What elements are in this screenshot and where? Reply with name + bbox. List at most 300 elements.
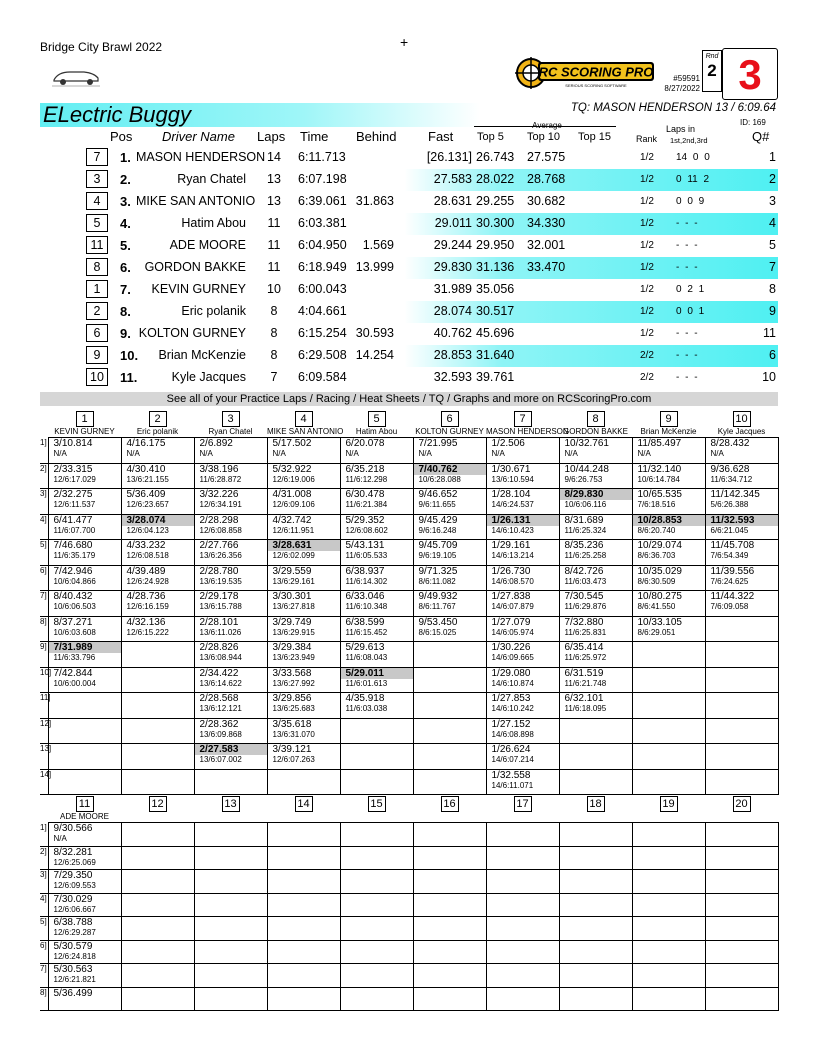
top5-avg: 30.300 xyxy=(476,216,515,230)
lap-running-total: 10/6:03.608 xyxy=(53,627,96,637)
best-lap-time: 8/29.830 xyxy=(560,489,632,500)
lap-cell xyxy=(632,667,705,693)
result-row xyxy=(86,301,778,323)
driver-name xyxy=(559,812,632,822)
car-number: 9 xyxy=(660,411,678,427)
lap-cell xyxy=(413,693,486,719)
lap-time: 4/32.742 xyxy=(272,514,312,526)
lap-cell xyxy=(559,489,632,515)
lap-cell xyxy=(340,489,413,515)
lap-cell xyxy=(194,870,267,894)
lap-number: 13] xyxy=(40,744,48,770)
col-qnum: Q# xyxy=(752,129,770,144)
lap-running-total: 12/6:21.821 xyxy=(53,975,96,984)
lap-time: 11/39.556 xyxy=(710,565,755,577)
class-name: ELectric Buggy xyxy=(43,102,191,127)
lap-running-total: 11/6:10.348 xyxy=(345,602,388,611)
lap-cell xyxy=(632,591,705,617)
race-time: 6:39.061 xyxy=(298,194,347,208)
lap-time: 2/28.298 xyxy=(199,514,239,526)
lap-cell xyxy=(121,693,194,719)
lap-time: 10/65.535 xyxy=(637,489,682,500)
lap-running-total: N/A xyxy=(491,449,505,458)
fast-lap: 40.762 xyxy=(433,326,472,340)
position: 5. xyxy=(120,238,131,253)
car-number: 2 xyxy=(149,411,167,427)
lap-time: 2/34.422 xyxy=(199,667,239,679)
driver-name: Kyle Jacques xyxy=(717,427,766,436)
top5-avg: 29.950 xyxy=(476,238,515,252)
lap-cell xyxy=(705,667,778,693)
lap-time: 2/28.780 xyxy=(199,565,239,577)
lap-cell xyxy=(121,744,194,770)
lap-number: 4] xyxy=(40,893,48,917)
driver-column-header xyxy=(705,409,778,438)
lap-cell xyxy=(559,744,632,770)
lap-row xyxy=(40,438,778,464)
lap-cell xyxy=(267,489,340,515)
lap-running-total: 12/6:29.287 xyxy=(53,928,96,937)
lap-cell xyxy=(413,940,486,964)
lap-cell xyxy=(632,718,705,744)
lap-time: 4/30.410 xyxy=(126,463,166,475)
driver-column-header xyxy=(559,794,632,823)
col-time: Time xyxy=(300,129,329,144)
top10-avg: 32.001 xyxy=(527,238,566,252)
lap-running-total: 13/6:27.992 xyxy=(272,678,315,688)
lap-cell xyxy=(486,463,559,489)
lap-cell xyxy=(267,870,340,894)
best-lap-time: 5/29.011 xyxy=(341,668,413,679)
lap-time: 1/29.161 xyxy=(491,540,531,551)
lap-running-total: 10/6:06.116 xyxy=(564,500,607,509)
qualify-number: 8 xyxy=(769,282,776,296)
lap-row xyxy=(40,823,778,847)
rank: 1/2 xyxy=(640,306,654,317)
lap-running-total: N/A xyxy=(418,449,432,458)
lap-row xyxy=(40,893,778,917)
lap-cell xyxy=(121,846,194,870)
lap-running-total: 12/6:08.602 xyxy=(345,525,388,535)
driver-name xyxy=(413,812,486,822)
crosshair-mark: + xyxy=(400,34,409,50)
lap-running-total: 13/6:31.070 xyxy=(272,729,315,739)
driver-column-header xyxy=(632,794,705,823)
lap-running-total: 11/6:28.872 xyxy=(199,474,242,484)
position: 1. xyxy=(120,150,131,165)
driver-name: MIKE SAN ANTONIO xyxy=(136,194,256,208)
lap-time: 7/42.844 xyxy=(53,667,93,679)
lap-cell xyxy=(121,987,194,1011)
lap-cell xyxy=(267,565,340,591)
lap-cell xyxy=(340,514,413,540)
lap-cell xyxy=(267,917,340,941)
car-number: 19 xyxy=(660,796,678,812)
lap-number: 1] xyxy=(40,438,48,464)
lap-time: 10/44.248 xyxy=(564,463,609,475)
driver-name: KOLTON GURNEY xyxy=(415,427,484,436)
lap-cell xyxy=(267,463,340,489)
lap-cell xyxy=(48,718,121,744)
top5-avg: 28.022 xyxy=(476,172,515,186)
rank: 1/2 xyxy=(640,240,654,251)
fast-lap: 27.583 xyxy=(433,172,472,186)
lap-time: 5/36.409 xyxy=(126,489,166,500)
lap-time: 7/21.995 xyxy=(418,438,458,449)
lap-running-total: 12/6:08.518 xyxy=(126,551,169,560)
lap-time: 5/29.613 xyxy=(345,642,385,653)
car-number: 13 xyxy=(222,796,240,812)
race-time: 6:15.254 xyxy=(298,326,347,340)
lap-number: 3] xyxy=(40,870,48,894)
lap-running-total: 11/6:07.700 xyxy=(53,525,96,535)
lap-running-total: 12/6:11.951 xyxy=(272,525,315,535)
fast-lap: [26.131] xyxy=(426,150,472,164)
behind-gap: 13.999 xyxy=(355,260,394,274)
driver-name: KEVIN GURNEY xyxy=(54,427,115,436)
car-number: 14 xyxy=(295,796,313,812)
lap-running-total: 14/6:11.071 xyxy=(491,780,534,790)
lap-time: 6/38.788 xyxy=(53,917,93,928)
lap-time: 7/32.880 xyxy=(564,616,604,628)
round-box xyxy=(702,50,722,92)
fast-lap: 29.830 xyxy=(433,260,472,274)
lap-time: 11/45.708 xyxy=(710,540,755,551)
top5-avg: 39.761 xyxy=(476,370,515,384)
driver-column-header xyxy=(486,794,559,823)
driver-name: MASON HENDERSON xyxy=(136,150,266,164)
rank: 1/2 xyxy=(640,262,654,273)
lap-running-total: 11/6:34.712 xyxy=(710,474,753,484)
race-date: 8/27/2022 xyxy=(664,84,700,93)
rc-scoring-pro-logo xyxy=(516,56,656,90)
lap-time: 3/33.568 xyxy=(272,667,312,679)
lap-cell xyxy=(632,642,705,668)
lap-cell xyxy=(121,917,194,941)
lap-running-total: 13/6:25.683 xyxy=(272,704,315,713)
driver-name: Kyle Jacques xyxy=(171,370,246,384)
top5-avg: 31.640 xyxy=(476,348,515,362)
lap-time: 10/33.105 xyxy=(637,616,682,628)
lap-running-total: 14/6:13.214 xyxy=(491,551,534,560)
lap-cell xyxy=(705,540,778,566)
lap-cell xyxy=(340,565,413,591)
lap-running-total: 13/6:07.002 xyxy=(199,755,242,764)
lap-running-total: 12/6:25.069 xyxy=(53,857,96,867)
lap-running-total: 11/6:14.302 xyxy=(345,576,388,586)
car-number: 2 xyxy=(86,302,108,320)
lap-cell xyxy=(705,693,778,719)
lap-running-total: 10/6:14.784 xyxy=(637,474,680,484)
lap-time: 11/32.140 xyxy=(637,463,682,475)
lap-cell xyxy=(632,744,705,770)
lap-time: 2/28.568 xyxy=(199,693,239,704)
lap-running-total: 14/6:10.423 xyxy=(491,525,534,535)
lap-number: 10] xyxy=(40,667,48,693)
position: 10. xyxy=(120,348,139,363)
lap-running-total: 11/6:29.876 xyxy=(564,602,607,611)
car-number: 8 xyxy=(587,411,605,427)
lap-cell xyxy=(340,667,413,693)
car-number: 11 xyxy=(86,236,108,254)
fast-lap: 32.593 xyxy=(433,370,472,384)
lap-time: 1/30.226 xyxy=(491,642,531,653)
lap-cell xyxy=(267,964,340,988)
lap-cell xyxy=(559,540,632,566)
lap-cell xyxy=(559,846,632,870)
driver-name: MIKE SAN ANTONIO xyxy=(267,427,344,436)
lap-cell xyxy=(194,893,267,917)
lap-time: 1/26.730 xyxy=(491,565,531,577)
lap-running-total: 13/6:11.026 xyxy=(199,627,242,637)
lap-cell xyxy=(486,642,559,668)
lap-row xyxy=(40,744,778,770)
lap-running-total: 8/6:11.082 xyxy=(418,576,456,586)
lap-running-total: 13/6:23.949 xyxy=(272,653,315,662)
car-number: 1 xyxy=(86,280,108,298)
lap-time: 3/38.196 xyxy=(199,463,239,475)
lap-cell xyxy=(632,514,705,540)
lap-time: 8/32.281 xyxy=(53,846,93,858)
lap-time: 2/33.315 xyxy=(53,463,93,475)
top5-avg: 31.136 xyxy=(476,260,515,274)
race-time: 6:11.713 xyxy=(298,150,346,164)
car-number: 4 xyxy=(295,411,313,427)
laps-in: - - - xyxy=(676,240,698,251)
driver-column-header xyxy=(559,409,632,438)
lap-number: 5] xyxy=(40,917,48,941)
lap-cell xyxy=(486,964,559,988)
lap-cell xyxy=(194,438,267,464)
rank: 1/2 xyxy=(640,328,654,339)
lap-running-total: 9/6:19.105 xyxy=(418,551,457,560)
lap-number: 8] xyxy=(40,616,48,642)
lap-running-total: 11/6:08.043 xyxy=(345,653,388,662)
lap-cell xyxy=(340,769,413,795)
car-number: 16 xyxy=(441,796,459,812)
lap-cell xyxy=(267,769,340,795)
lap-time: 3/29.856 xyxy=(272,693,312,704)
lap-cell xyxy=(486,514,559,540)
lap-time: 8/37.271 xyxy=(53,616,93,628)
lap-running-total: 9/6:11.655 xyxy=(418,500,456,509)
lap-time: 1/27.853 xyxy=(491,693,531,704)
qualify-number: 9 xyxy=(769,304,776,318)
lap-cell xyxy=(413,540,486,566)
top5-avg: 29.255 xyxy=(476,194,515,208)
race-time: 6:03.381 xyxy=(298,216,347,230)
lap-time: 1/27.079 xyxy=(491,616,531,628)
lap-cell xyxy=(194,917,267,941)
col-driver: Driver Name xyxy=(162,129,235,144)
lap-cell xyxy=(486,940,559,964)
lap-time: 6/32.101 xyxy=(564,693,604,704)
lap-running-total: 8/6:41.550 xyxy=(637,602,676,611)
qualify-number: 10 xyxy=(762,370,776,384)
driver-name: Brian McKenzie xyxy=(158,348,246,362)
lap-cell xyxy=(48,940,121,964)
driver-column-header xyxy=(632,409,705,438)
lap-running-total: 8/6:36.703 xyxy=(637,551,676,560)
lap-cell xyxy=(486,718,559,744)
lap-cell xyxy=(559,964,632,988)
lap-running-total: 10/6:04.866 xyxy=(53,576,96,586)
lap-time: 5/17.502 xyxy=(272,438,312,449)
driver-name: Ryan Chatel xyxy=(208,427,253,436)
lap-running-total: 10/6:28.088 xyxy=(418,474,461,484)
lap-cell xyxy=(413,964,486,988)
lap-cell xyxy=(340,744,413,770)
lap-cell xyxy=(632,893,705,917)
result-row xyxy=(86,213,778,235)
lap-cell xyxy=(267,940,340,964)
lap-cell xyxy=(632,489,705,515)
col-rank: Rank xyxy=(636,134,658,144)
lap-time: 10/32.761 xyxy=(564,438,609,449)
lap-cell xyxy=(632,846,705,870)
laps-in: - - - xyxy=(676,372,698,383)
lap-row xyxy=(40,987,778,1011)
laps-in: 0 0 1 xyxy=(676,306,705,317)
lap-cell xyxy=(194,540,267,566)
lap-time: 9/30.566 xyxy=(53,823,93,834)
col-laps: Laps xyxy=(257,129,286,144)
car-number: 10 xyxy=(733,411,751,427)
lap-cell xyxy=(705,463,778,489)
lap-running-total: 12/6:08.858 xyxy=(199,525,242,535)
lap-cell xyxy=(340,616,413,642)
lap-cell xyxy=(632,438,705,464)
lap-number: 5] xyxy=(40,540,48,566)
position: 8. xyxy=(120,304,131,319)
average-rule xyxy=(474,126,616,127)
driver-name xyxy=(267,812,340,822)
lap-time: 6/20.078 xyxy=(345,438,385,449)
race-time: 6:04.950 xyxy=(298,238,347,252)
lap-cell xyxy=(194,846,267,870)
col-pos: Pos xyxy=(110,129,133,144)
race-time: 6:29.508 xyxy=(298,348,347,362)
lap-cell xyxy=(48,463,121,489)
lap-cell xyxy=(413,438,486,464)
lap-time: 6/31.519 xyxy=(564,667,604,679)
lap-cell xyxy=(413,917,486,941)
fast-lap: 29.011 xyxy=(434,216,472,230)
laps-count: 14 xyxy=(267,150,281,164)
lap-cell xyxy=(632,917,705,941)
result-row xyxy=(86,367,778,389)
lap-cell xyxy=(267,667,340,693)
laps-in: - - - xyxy=(676,328,698,339)
lap-cell xyxy=(486,823,559,847)
lap-time: 5/43.131 xyxy=(345,540,385,551)
lap-time: 9/46.652 xyxy=(418,489,458,500)
lap-running-total: 12/6:02.099 xyxy=(272,551,315,560)
lap-number: 6] xyxy=(40,565,48,591)
laps-in: 0 2 1 xyxy=(676,284,705,295)
lap-running-total: 11/6:18.095 xyxy=(564,704,607,713)
car-number: 9 xyxy=(86,346,108,364)
driver-name: Ryan Chatel xyxy=(177,172,246,186)
lap-row xyxy=(40,769,778,795)
laps-in: 14 0 0 xyxy=(676,152,710,163)
lap-cell xyxy=(194,642,267,668)
lap-cell xyxy=(267,616,340,642)
driver-name: ADE MOORE xyxy=(60,812,109,821)
race-time: 6:07.198 xyxy=(298,172,347,186)
lap-cell xyxy=(559,940,632,964)
laps-count: 7 xyxy=(270,370,278,384)
lap-cell xyxy=(632,540,705,566)
lap-row xyxy=(40,540,778,566)
lap-cell xyxy=(48,693,121,719)
lap-time: 1/27.838 xyxy=(491,591,531,602)
driver-name xyxy=(194,812,267,822)
top5-avg: 26.743 xyxy=(476,150,515,164)
lap-row xyxy=(40,964,778,988)
heat-id: ID: 169 xyxy=(740,118,766,127)
lap-cell xyxy=(705,964,778,988)
top5-avg: 45.696 xyxy=(476,326,515,340)
lap-cell xyxy=(121,438,194,464)
col-top5: Top 5 xyxy=(477,131,504,143)
laps-count: 13 xyxy=(267,194,281,208)
col-top10: Top 10 xyxy=(527,131,561,143)
qualify-number: 3 xyxy=(769,194,776,208)
col-laps-in-sub: 1st,2nd,3rd xyxy=(670,136,708,145)
lap-running-total: N/A xyxy=(345,449,359,458)
race-time: 6:09.584 xyxy=(298,370,347,384)
lap-running-total: 14/6:10.874 xyxy=(491,678,534,688)
lap-running-total: 12/6:15.222 xyxy=(126,627,169,637)
lap-cell xyxy=(340,540,413,566)
lap-cell xyxy=(705,823,778,847)
lap-cell xyxy=(48,540,121,566)
car-number: 7 xyxy=(86,148,108,166)
lap-time: 6/33.046 xyxy=(345,591,385,602)
best-lap-time: 10/28.853 xyxy=(633,515,705,526)
lap-cell xyxy=(413,987,486,1011)
lap-number: 3] xyxy=(40,489,48,515)
lap-running-total: N/A xyxy=(53,834,67,843)
lap-time: 1/30.671 xyxy=(491,463,531,475)
lap-row xyxy=(40,514,778,540)
lap-running-total: 12/6:23.657 xyxy=(126,500,169,509)
lap-running-total: N/A xyxy=(710,449,724,458)
laps-in: - - - xyxy=(676,350,698,361)
tq-line: TQ: MASON HENDERSON 13 / 6:09.64 xyxy=(570,102,776,114)
lap-running-total: 11/6:25.831 xyxy=(564,627,607,637)
lap-running-total: 14/6:05.974 xyxy=(491,627,534,637)
fast-lap: 28.853 xyxy=(433,348,472,362)
lap-cell xyxy=(413,616,486,642)
lap-cell xyxy=(194,744,267,770)
lap-row xyxy=(40,642,778,668)
behind-gap: 31.863 xyxy=(355,194,394,208)
lap-cell xyxy=(340,718,413,744)
lap-time: 8/28.432 xyxy=(710,438,750,449)
club-logo xyxy=(48,64,104,90)
lap-cell xyxy=(486,489,559,515)
rank: 1/2 xyxy=(640,284,654,295)
rank: 1/2 xyxy=(640,152,654,163)
lap-time: 3/32.226 xyxy=(199,489,239,500)
lap-cell xyxy=(194,463,267,489)
lap-cell xyxy=(705,940,778,964)
lap-cell xyxy=(267,744,340,770)
lap-running-total: 8/6:11.767 xyxy=(418,602,456,611)
heat-box xyxy=(722,48,778,100)
